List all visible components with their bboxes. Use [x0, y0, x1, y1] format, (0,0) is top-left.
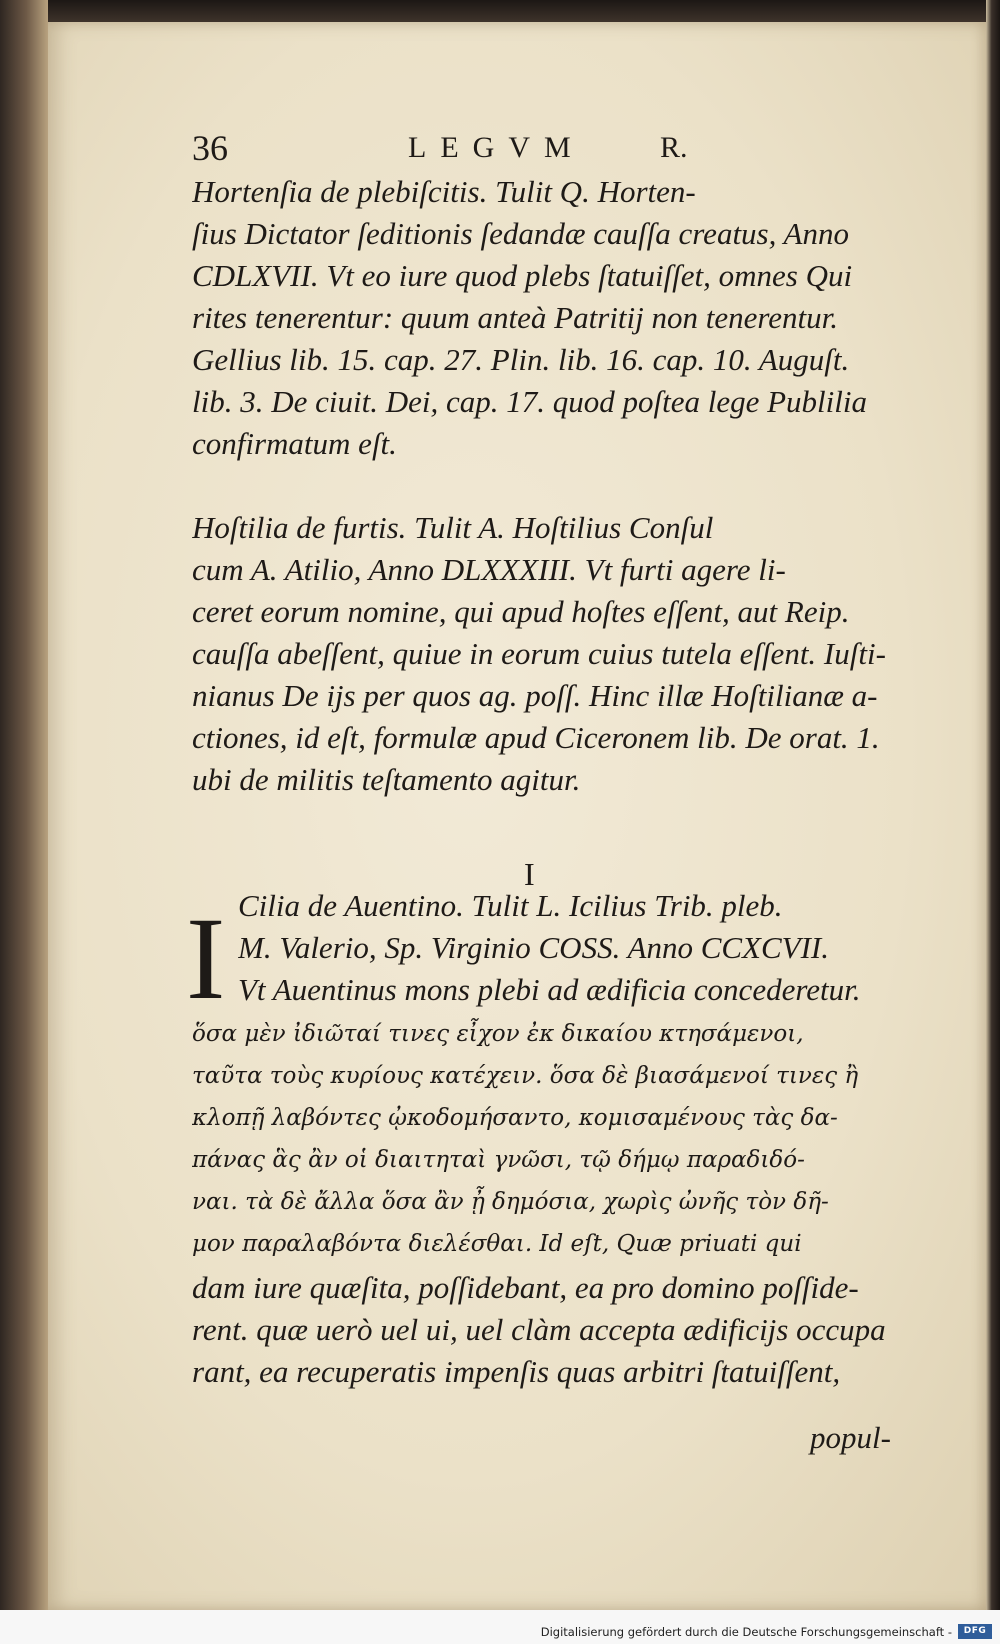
paragraph-hostilia-line: ctiones, id eſt, formulæ apud Ciceronem lib. De orat. 1. — [192, 720, 880, 755]
paragraph-hostilia-line: nianus De ijs per quos ag. poſſ. Hinc illæ Hoſtilianæ a- — [192, 678, 878, 713]
paragraph-icilia-line: M. Valerio, Sp. Virginio COSS. Anno CCXCVII. — [238, 930, 829, 965]
greek-text-line: μον παραλαβόντα διελέσθαι. Id eſt, Quæ priuati qui — [192, 1231, 802, 1257]
scan-right-edge — [986, 0, 1000, 1610]
paragraph-hortensia-line: lib. 3. De ciuit. Dei, cap. 17. quod poſtea lege Publilia — [192, 384, 867, 419]
greek-text-line: ὅσα μὲν ἰδιῶταί τινες εἶχον ἐκ δικαίου κτησάμενοι, — [192, 1021, 804, 1047]
latin-translation-line: dam iure quæſita, poſſidebant, ea pro domino poſſide- — [192, 1270, 859, 1305]
catchword: popul- — [810, 1420, 891, 1455]
page-number: 36 — [192, 128, 228, 168]
section-heading-letter: I — [524, 856, 535, 892]
paragraph-hostilia-line: Hoſtilia de furtis. Tulit A. Hoſtilius Conſul — [192, 510, 714, 545]
paragraph-hortensia-line: CDLXVII. Vt eo iure quod plebs ſtatuiſſet, omnes Qui — [192, 258, 853, 293]
book-spine-edge — [0, 0, 48, 1644]
running-title: LEGVM — [408, 131, 585, 164]
paragraph-hostilia-line: cum A. Atilio, Anno DLXXXIII. Vt furti agere li- — [192, 552, 786, 587]
funding-credit: Digitalisierung gefördert durch die Deutsche Forschungsgemeinschaft - — [540, 1625, 952, 1639]
paragraph-icilia-line: Cilia de Auentino. Tulit L. Icilius Trib. pleb. — [238, 888, 783, 923]
paragraph-hortensia-line: rites tenerentur: quum anteà Patritij non tenerentur. — [192, 300, 839, 335]
paragraph-hostilia-line: ceret eorum nomine, qui apud hoſtes eſſent, aut Reip. — [192, 594, 850, 629]
greek-text-line: ναι. τὰ δὲ ἄλλα ὅσα ἂν ᾖ δημόσια, χωρὶς ὠνῆς τὸν δῆ- — [192, 1189, 829, 1215]
paragraph-hortensia-line: Hortenſia de plebiſcitis. Tulit Q. Horten- — [192, 174, 696, 209]
greek-text-line: πάνας ἃς ἂν οἱ διαιτηταὶ γνῶσι, τῷ δήμῳ παραδιδό- — [192, 1147, 805, 1173]
running-title-suffix: R. — [660, 131, 688, 164]
paragraph-hostilia-line: cauſſa abeſſent, quiue in eorum cuius tutela eſſent. Iuſti- — [192, 636, 886, 671]
paragraph-hortensia-line: Gellius lib. 15. cap. 27. Plin. lib. 16. cap. 10. Auguſt. — [192, 342, 850, 377]
drop-cap: I — [186, 893, 226, 1024]
paragraph-hostilia-line: ubi de militis teſtamento agitur. — [192, 762, 581, 797]
latin-translation-line: rant, ea recuperatis impenſis quas arbitri ſtatuiſſent, — [192, 1354, 841, 1389]
dfg-logo: DFG — [958, 1624, 992, 1639]
greek-text-line: κλοπῇ λαβόντες ᾠκοδομήσαντο, κομισαμένους τὰς δα- — [192, 1105, 838, 1131]
latin-translation-line: rent. quæ uerò uel ui, uel clàm accepta ædificijs occupa — [192, 1312, 886, 1347]
paragraph-hortensia-line: confirmatum eſt. — [192, 426, 397, 461]
greek-text-line: ταῦτα τοὺς κυρίους κατέχειν. ὅσα δὲ βιασάμενοί τινες ἢ — [192, 1063, 859, 1089]
paragraph-icilia-line: Vt Auentinus mons plebi ad ædificia concederetur. — [238, 972, 861, 1007]
paragraph-hortensia-line: ſius Dictator ſeditionis ſedandæ cauſſa creatus, Anno — [192, 216, 849, 251]
